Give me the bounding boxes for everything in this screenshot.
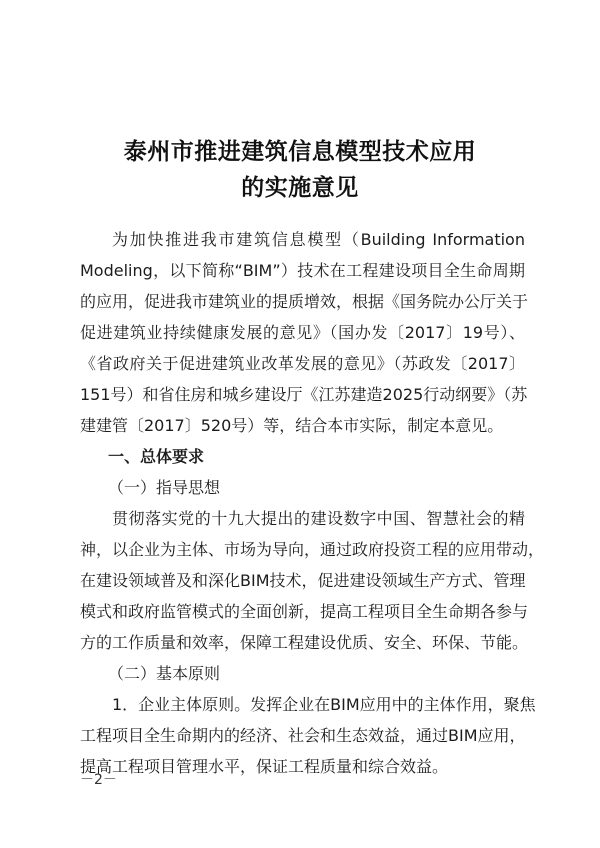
subsection-heading-basic-principles: （二）基本原则 xyxy=(108,664,221,683)
page-number: －2－ xyxy=(80,772,117,788)
guiding-line: 模式和政府监管模式的全面创新，提高工程项目全生命期各参与 xyxy=(80,602,529,621)
principle-line: 1．企业主体原则。发挥企业在BIM应用中的主体作用，聚焦 xyxy=(112,695,536,714)
subsection-heading-guiding-thought: （一）指导思想 xyxy=(108,478,221,497)
guiding-line: 在建设领域普及和深化BIM技术，促进建设领域生产方式、管理 xyxy=(80,571,526,590)
intro-line: 的应用，促进我市建筑业的提质增效，根据《国务院办公厅关于 xyxy=(80,292,529,311)
guiding-line: 神，以企业为主体、市场为导向，通过政府投资工程的应用带动， xyxy=(80,540,545,559)
document-title-line-1: 泰州市推进建筑信息模型技术应用 xyxy=(123,138,477,165)
principle-line: 工程项目全生命期内的经济、社会和生态效益，通过BIM应用， xyxy=(80,726,526,745)
intro-line: 《省政府关于促进建筑业改革发展的意见》（苏政发〔2017〕 xyxy=(80,354,525,373)
guiding-line: 方的工作质量和效率，保障工程建设优质、安全、环保、节能。 xyxy=(80,633,529,652)
intro-line: 建建管〔2017〕520号）等，结合本市实际，制定本意见。 xyxy=(80,416,504,435)
intro-line: 促进建筑业持续健康发展的意见》（国办发〔2017〕19号）、 xyxy=(80,323,525,342)
intro-line: 为加快推进我市建筑信息模型（Building Information xyxy=(112,230,525,249)
intro-line: Modeling，以下简称“BIM”）技术在工程建设项目全生命周期 xyxy=(80,261,525,280)
document-title-line-2: 的实施意见 xyxy=(241,174,359,201)
principle-line: 提高工程项目管理水平，保证工程质量和综合效益。 xyxy=(80,757,449,776)
guiding-line: 贯彻落实党的十九大提出的建设数字中国、智慧社会的精 xyxy=(112,509,525,528)
intro-line: 151号）和省住房和城乡建设厅《江苏建造2025行动纲要》（苏 xyxy=(80,385,528,404)
section-heading-overall-requirements: 一、总体要求 xyxy=(108,447,205,466)
document-body xyxy=(80,224,545,782)
